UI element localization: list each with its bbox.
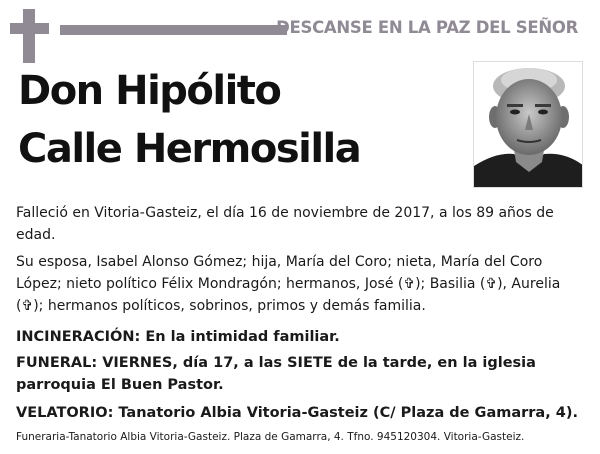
footer-text: Funeraria-Tanatorio Albia Vitoria-Gasteiz. Plaza de Gamarra, 4. Tfno. 945120304. Vitoria-Gasteiz. [16,431,525,443]
funeral-paragraph: FUNERAL: VIERNES, día 17, a las SIETE de la tarde, en la iglesia parroquia El Buen Pastor. [16,355,536,393]
deceased-name-line1: Don Hipólito [18,68,281,114]
header-title: DESCANSE EN LA PAZ DEL SEÑOR [276,18,578,37]
death-paragraph: Falleció en Vitoria-Gasteiz, el día 16 de noviembre de 2017, a los 89 años de edad. [16,205,554,243]
velatorio-paragraph: VELATORIO: Tanatorio Albia Vitoria-Gasteiz (C/ Plaza de Gamarra, 4). [16,405,578,421]
incineracion-paragraph: INCINERACIÓN: En la intimidad familiar. [16,329,340,345]
cross-icon [10,9,49,63]
deceased-name-line2: Calle Hermosilla [18,126,361,172]
header-rule [60,25,287,35]
family-paragraph: Su esposa, Isabel Alonso Gómez; hija, María del Coro; nieta, María del Coro López; nieto político Félix Mondragón; hermanos, José (✞); Basilia (✞), Aurelia (✞); hermanos políticos, sobrinos, primos y demás familia. [16,254,561,314]
portrait-photo [473,61,583,188]
